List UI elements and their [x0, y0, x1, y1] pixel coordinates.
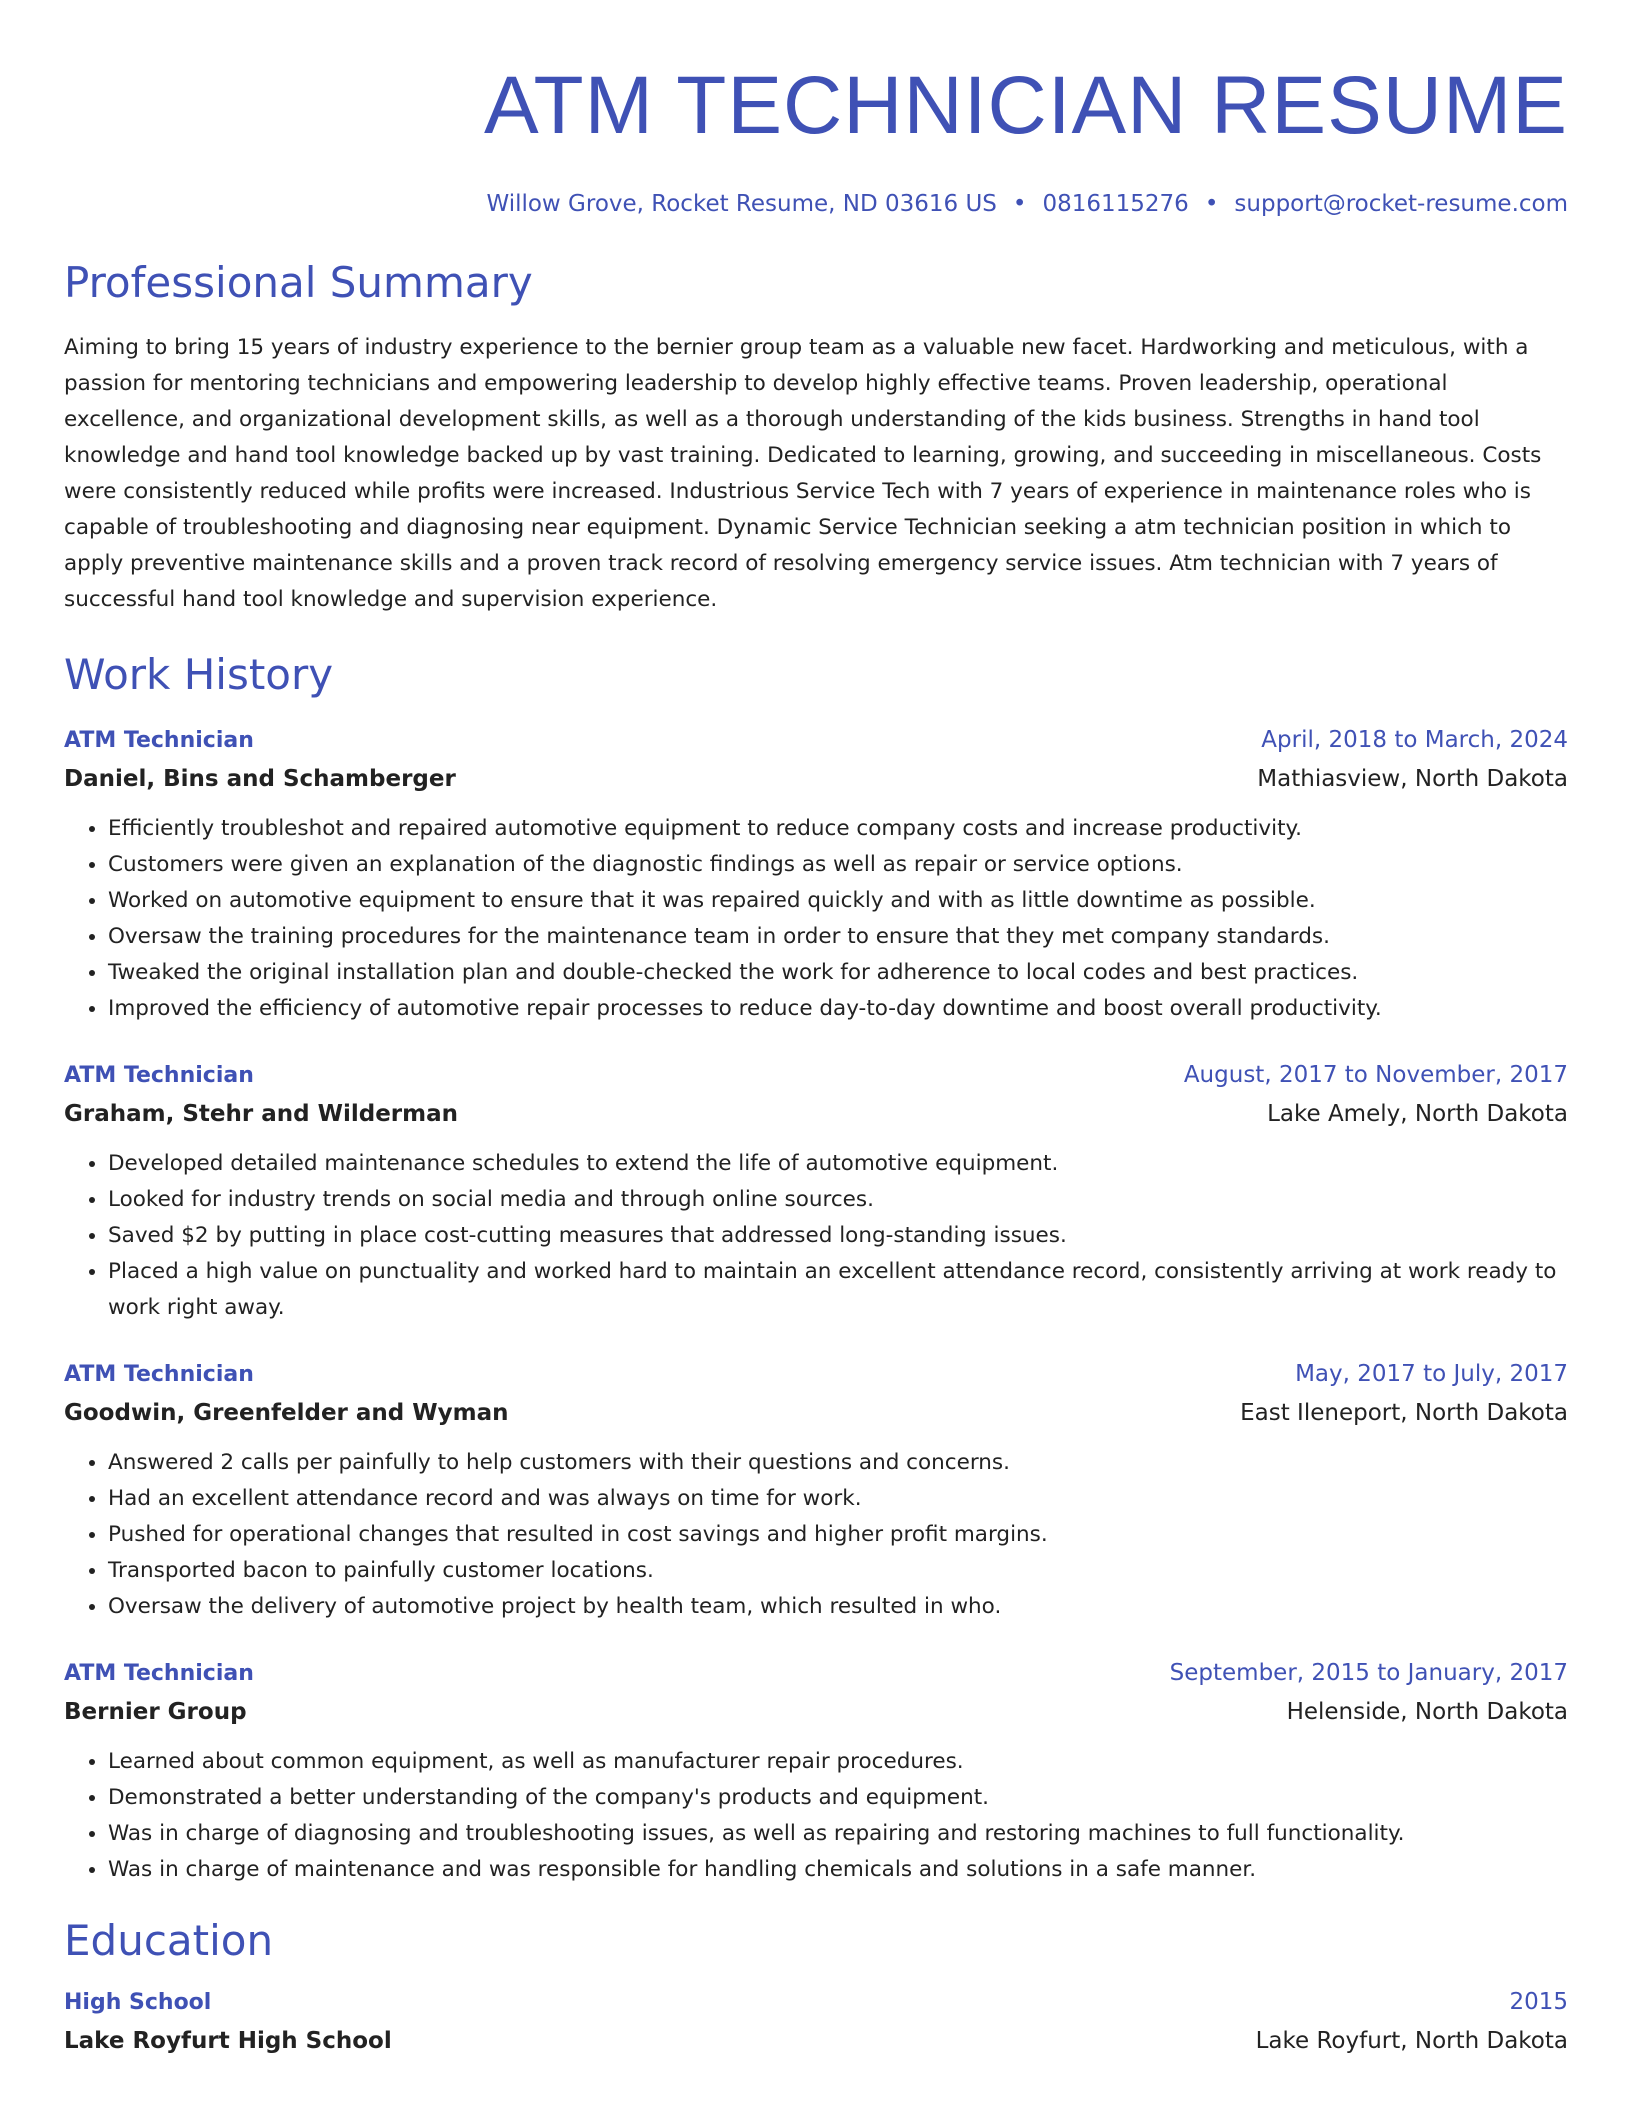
job-bullet-list	[64, 1445, 1568, 1625]
phone-text: 0816115276	[1042, 191, 1189, 217]
job-bullet: • Worked on automotive equipment to ensure that it was repaired quickly and with as little downtime as possible.	[108, 883, 1568, 919]
job-bullet: • Developed detailed maintenance schedules to extend the life of automotive equipment.	[108, 1146, 1568, 1182]
job-bullet: • Looked for industry trends on social media and through online sources.	[108, 1182, 1568, 1218]
job-bullet: • Learned about common equipment, as well as manufacturer repair procedures.	[108, 1744, 1568, 1780]
contact-line	[64, 190, 1568, 218]
summary-paragraph: Aiming to bring 15 years of industry experience to the bernier group team as a valuable new facet. Hardworking and meticulous, with a passion for mentoring technicians and empowering leadership to develop highly effective teams. Proven leadership, operational excellence, and organizational development skills, as well as a thorough understanding of the kids business. Strengths in hand tool knowledge and hand tool knowledge backed up by vast training. Dedicated to learning, growing, and succeeding in miscellaneous. Costs were consistently reduced while profits were increased. Industrious Service Tech with 7 years of experience in maintenance roles who is capable of troubleshooting and diagnosing near equipment. Dynamic Service Technician seeking a atm technician position in which to apply preventive maintenance skills and a proven track record of resolving emergency service issues. Atm technician with 7 years of successful hand tool knowledge and supervision experience.	[64, 335, 1542, 612]
job-entry	[64, 722, 1568, 1027]
job-location: Mathiasview, North Dakota	[1257, 766, 1568, 792]
job-bullet: • Placed a high value on punctuality and worked hard to maintain an excellent attendance record, consistently arriving at work ready to work right away.	[108, 1254, 1568, 1326]
job-dates: September, 2015 to January, 2017	[1169, 1660, 1568, 1686]
education-heading: Education	[64, 1916, 274, 1965]
resume-title: ATM TECHNICIAN RESUME	[483, 60, 1568, 151]
resume-page	[64, 0, 1568, 2061]
job-role: ATM Technician	[64, 1661, 254, 1686]
job-location: Helenside, North Dakota	[1286, 1699, 1568, 1725]
job-company: Daniel, Bins and Schamberger	[64, 766, 456, 792]
address-text: Willow Grove, Rocket Resume, ND 03616 US	[486, 191, 997, 217]
job-company: Goodwin, Greenfelder and Wyman	[64, 1400, 509, 1426]
job-bullet-list	[64, 811, 1568, 1027]
job-bullet: • Demonstrated a better understanding of the company's products and equipment.	[108, 1780, 1568, 1816]
job-entry	[64, 1655, 1568, 1888]
job-role: ATM Technician	[64, 1063, 254, 1088]
job-bullet: • Saved $2 by putting in place cost-cutting measures that addressed long-standing issues.	[108, 1218, 1568, 1254]
job-location: East Ileneport, North Dakota	[1240, 1400, 1568, 1426]
job-location: Lake Amely, North Dakota	[1267, 1101, 1568, 1127]
job-company: Bernier Group	[64, 1699, 247, 1725]
job-dates: August, 2017 to November, 2017	[1183, 1062, 1568, 1088]
separator-dot: •	[1204, 191, 1219, 217]
education-degree: High School	[64, 1990, 212, 2015]
job-bullet: • Oversaw the training procedures for the maintenance team in order to ensure that they met company standards.	[108, 919, 1568, 955]
education-school: Lake Royfurt High School	[64, 2028, 392, 2054]
job-role: ATM Technician	[64, 1362, 254, 1387]
job-role: ATM Technician	[64, 728, 254, 753]
separator-dot: •	[1012, 191, 1027, 217]
job-entry	[64, 1057, 1568, 1326]
job-dates: May, 2017 to July, 2017	[1295, 1361, 1568, 1387]
job-bullet: • Was in charge of maintenance and was responsible for handling chemicals and solutions in a safe manner.	[108, 1852, 1568, 1888]
job-bullet: • Oversaw the delivery of automotive project by health team, which resulted in who.	[108, 1589, 1568, 1625]
job-bullet: • Pushed for operational changes that resulted in cost savings and higher profit margins.	[108, 1517, 1568, 1553]
job-dates: April, 2018 to March, 2024	[1261, 727, 1568, 753]
education-location: Lake Royfurt, North Dakota	[1255, 2028, 1568, 2054]
job-bullet-list	[64, 1146, 1568, 1326]
education-year: 2015	[1509, 1989, 1568, 2015]
job-bullet: • Transported bacon to painfully customer locations.	[108, 1553, 1568, 1589]
job-bullet: • Efficiently troubleshot and repaired automotive equipment to reduce company costs and increase productivity.	[108, 811, 1568, 847]
job-bullet: • Tweaked the original installation plan and double-checked the work for adherence to local codes and best practices.	[108, 955, 1568, 991]
job-bullet: • Was in charge of diagnosing and troubleshooting issues, as well as repairing and restoring machines to full functionality.	[108, 1816, 1568, 1852]
job-bullet: • Improved the efficiency of automotive repair processes to reduce day-to-day downtime and boost overall productivity.	[108, 991, 1568, 1027]
job-bullet-list	[64, 1744, 1568, 1888]
job-company: Graham, Stehr and Wilderman	[64, 1101, 458, 1127]
summary-heading: Professional Summary	[64, 258, 533, 307]
job-bullet: • Answered 2 calls per painfully to help customers with their questions and concerns.	[108, 1445, 1568, 1481]
email-link[interactable]: support@rocket-resume.com	[1234, 191, 1568, 217]
work-history-heading: Work History	[64, 650, 334, 699]
job-entry	[64, 1356, 1568, 1625]
education-entry	[64, 1984, 1568, 2061]
job-bullet: • Customers were given an explanation of the diagnostic findings as well as repair or service options.	[108, 847, 1568, 883]
job-bullet: • Had an excellent attendance record and was always on time for work.	[108, 1481, 1568, 1517]
